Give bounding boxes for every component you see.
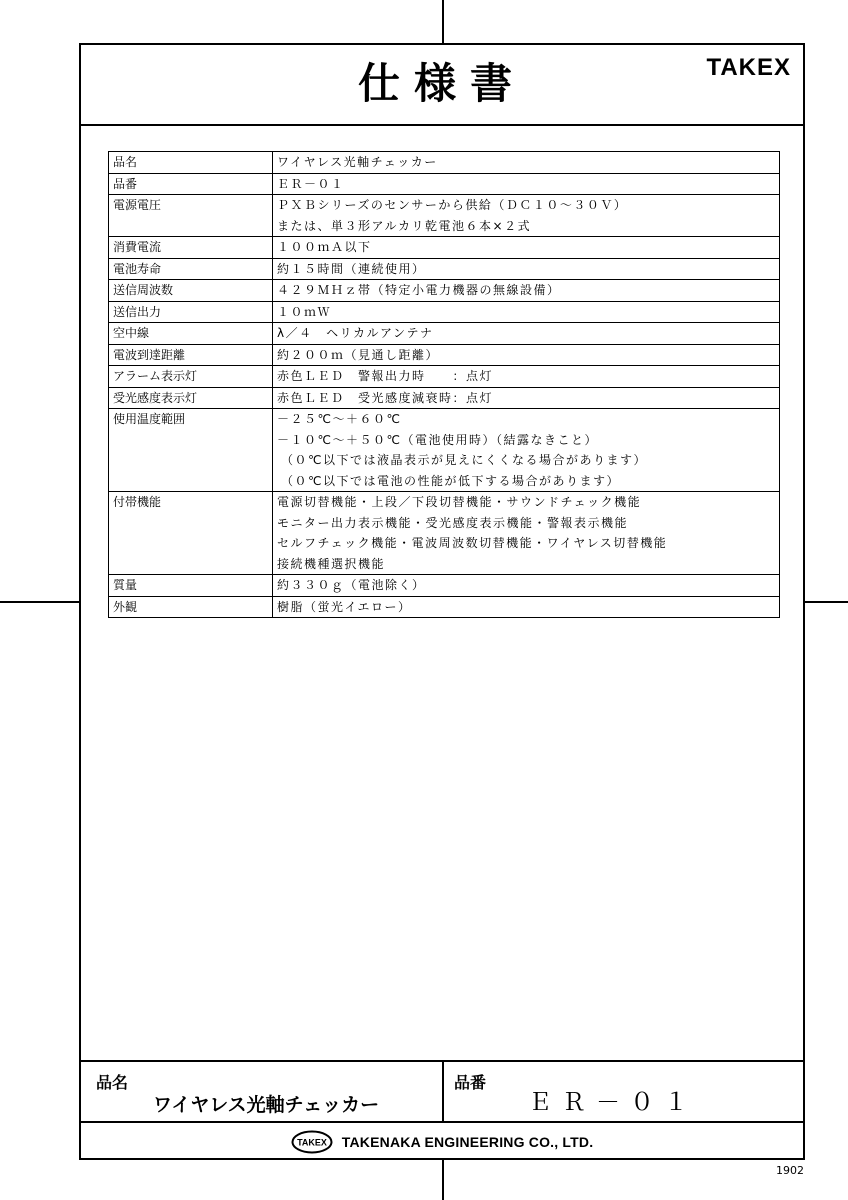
title-band <box>81 45 803 126</box>
crop-mark-bottom <box>442 1159 444 1200</box>
spec-value-line: ＥＲ－０１ <box>277 176 345 191</box>
spec-sheet-frame <box>79 43 805 1160</box>
spec-row <box>109 152 780 174</box>
spec-value-line: モニター出力表示機能・受光感度表示機能・警報表示機能 <box>277 515 629 530</box>
spec-value-line: 接続機種選択機能 <box>277 556 386 571</box>
spec-key: 空中線 <box>109 323 273 345</box>
spec-key: 送信周波数 <box>109 280 273 302</box>
spec-key: 電波到達距離 <box>109 344 273 366</box>
spec-value-line: ４２９ＭＨｚ帯（特定小電力機器の無線設備） <box>277 283 561 297</box>
spec-value-line: λ／４ ヘリカルアンテナ <box>277 326 434 340</box>
spec-value-line: 約２００ｍ（見通し距離） <box>277 347 440 362</box>
spec-row <box>109 323 780 345</box>
spec-row <box>109 409 780 492</box>
spec-row <box>109 387 780 409</box>
spec-value-line: １０ｍＷ <box>277 304 332 319</box>
spec-value <box>273 323 780 345</box>
spec-row <box>109 237 780 259</box>
spec-value <box>273 195 780 237</box>
footer-divider <box>442 1062 444 1121</box>
spec-key: 電池寿命 <box>109 258 273 280</box>
spec-value <box>273 387 780 409</box>
spec-value <box>273 237 780 259</box>
spec-value <box>273 344 780 366</box>
spec-value <box>273 280 780 302</box>
spec-key: アラーム表示灯 <box>109 366 273 388</box>
spec-value-line: または、単３形アルカリ乾電池６本×２式 <box>277 218 532 233</box>
spec-value-line: （０℃以下では液晶表示が見えにくくなる場合があります） <box>281 453 647 467</box>
spec-value-line: ワイヤレス光軸チェッカー <box>277 155 438 169</box>
takex-oval-logo <box>291 1130 333 1154</box>
spec-key: 品名 <box>109 152 273 174</box>
spec-row <box>109 575 780 597</box>
spec-value-line: －２５℃～＋６０℃ <box>277 412 402 426</box>
spec-value <box>273 152 780 174</box>
spec-key: 電源電圧 <box>109 195 273 237</box>
spec-value-line: 電源切替機能・上段／下段切替機能・サウンドチェック機能 <box>277 495 642 509</box>
spec-key: 送信出力 <box>109 301 273 323</box>
spec-row <box>109 173 780 195</box>
page-title: 仕様書 <box>357 59 526 108</box>
spec-value-line: 赤色ＬＥＤ 警報出力時 ：点灯 <box>277 369 494 383</box>
spec-value-line: ＰＸＢシリーズのセンサーから供給（ＤＣ１０～３０Ｖ） <box>277 198 628 212</box>
spec-row <box>109 596 780 618</box>
spec-row <box>109 366 780 388</box>
product-name-value: ワイヤレス光軸チェッカー <box>153 1094 380 1116</box>
brand-logo: TAKEX <box>706 54 791 81</box>
product-number-value: ＥＲ－０１ <box>528 1088 698 1116</box>
spec-row <box>109 258 780 280</box>
page-code: 1902 <box>776 1164 804 1177</box>
spec-value <box>273 366 780 388</box>
spec-value-line: 樹脂（蛍光イエロー） <box>277 599 412 614</box>
spec-value-line: －１０℃～＋５０℃（電池使用時）（結露なきこと） <box>277 432 598 447</box>
spec-value-line: セルフチェック機能・電波周波数切替機能・ワイヤレス切替機能 <box>277 536 668 550</box>
spec-value <box>273 258 780 280</box>
spec-value <box>273 301 780 323</box>
spec-key: 消費電流 <box>109 237 273 259</box>
spec-value-line: １００ｍＡ以下 <box>277 240 372 254</box>
spec-key: 使用温度範囲 <box>109 409 273 492</box>
footer-product-block <box>81 1060 803 1123</box>
spec-row <box>109 280 780 302</box>
spec-table <box>108 151 780 618</box>
product-number-label: 品番 <box>454 1073 487 1092</box>
spec-key: 受光感度表示灯 <box>109 387 273 409</box>
spec-row <box>109 344 780 366</box>
spec-value-line: （０℃以下では電池の性能が低下する場合があります） <box>281 473 620 488</box>
spec-value-line: 約１５時間（連続使用） <box>277 261 426 276</box>
crop-mark-right <box>804 601 848 603</box>
spec-value <box>273 409 780 492</box>
spec-row <box>109 301 780 323</box>
spec-value <box>273 492 780 575</box>
spec-key: 質量 <box>109 575 273 597</box>
crop-mark-left <box>0 601 80 603</box>
product-name-label: 品名 <box>96 1073 129 1092</box>
spec-value <box>273 575 780 597</box>
crop-mark-top <box>442 0 444 44</box>
spec-key: 付帯機能 <box>109 492 273 575</box>
company-name: TAKENAKA ENGINEERING CO., LTD. <box>341 1134 594 1150</box>
spec-key: 品番 <box>109 173 273 195</box>
logo-text: TAKEX <box>296 1137 327 1148</box>
spec-value-line: 赤色ＬＥＤ 受光感度減衰時：点灯 <box>277 390 494 405</box>
spec-value <box>273 596 780 618</box>
spec-value-line: 約３３０ｇ（電池除く） <box>277 578 426 592</box>
spec-key: 外観 <box>109 596 273 618</box>
spec-row <box>109 195 780 237</box>
company-footer <box>81 1126 803 1158</box>
spec-row <box>109 492 780 575</box>
spec-value <box>273 173 780 195</box>
